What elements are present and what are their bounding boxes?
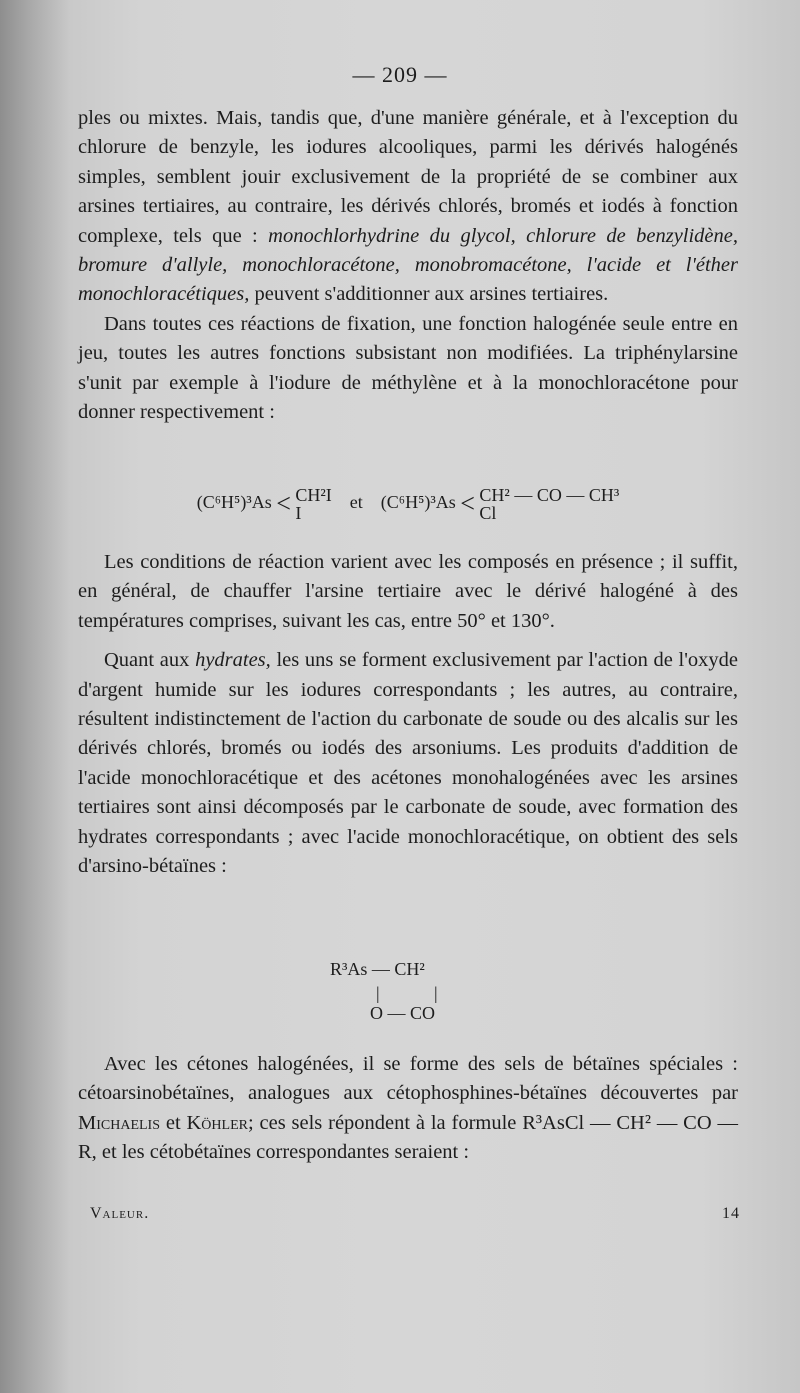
paragraph-4	[78, 646, 738, 881]
formula-right-top: CH² — CO — CH³	[479, 485, 620, 505]
formula-left-substituents	[295, 486, 331, 522]
formula-arsinobetaine	[330, 958, 490, 1024]
formula-arsonium-salts	[78, 486, 738, 522]
author-michaelis: Michaelis	[78, 1111, 161, 1134]
author-kohler: Köhler	[186, 1111, 248, 1134]
paragraph-5-mid: et	[165, 1111, 181, 1134]
formula-left-base: (C⁶H⁵)³As	[196, 492, 272, 513]
paragraph-1	[78, 104, 738, 310]
formula-connector: et	[349, 492, 363, 513]
body-text	[78, 104, 738, 427]
bond-line: |	[376, 983, 380, 1003]
paragraph-3: Les conditions de réaction varient avec les composés en présence ; il suffit, en général, de chauffer l'arsine tertiaire avec le dérivé halogéné à des températures comprises, suivant les cas, entre 50° et 130°.	[78, 551, 738, 632]
less-than-sign: <	[460, 489, 475, 518]
paragraph-4-tail: les uns se forment exclusivement par l'action de l'oxyde d'argent humide sur les iodures correspondants ; les autres, au contraire, résultent indistinctement de l'action du carbonate de soude ou des alcalis sur les dérivés chlorés, bromés ou iodés des arsoniums. Les produits d'addition de l'acide monochloracétique et des acétones monohalogénées avec les arsines tertiaires sont ainsi décomposés par le carbonate de soude, avec formation des hydrates correspondants ; avec l'acide monochloracétique, on obtient des sels d'arsino-bétaïnes :	[78, 649, 739, 878]
signature-mark: Valeur.	[90, 1205, 150, 1222]
formula-left-bottom: I	[295, 503, 302, 523]
paragraph-5-tail: ; ces sels répondent à la formule R³AsCl — CH² — CO — R, et les cétobétaïnes correspondantes seraient :	[78, 1111, 739, 1164]
body-text-3	[78, 1050, 738, 1168]
compound-list: monochlorhydrine du glycol, chlorure de benzylidène, bromure d'allyle, monochloracétone, monobromacétone, l'acide et l'éther monochloracétiques,	[78, 224, 739, 306]
less-than-sign: <	[276, 489, 291, 518]
formula-right-substituents	[479, 486, 619, 522]
sheet-number: 14	[722, 1205, 740, 1222]
betaine-row-1: R³As — CH²	[330, 959, 425, 979]
betaine-row-2: O — CO	[370, 1003, 436, 1023]
bond-line: |	[434, 983, 438, 1003]
formula-left-top: CH²I	[295, 485, 332, 505]
hydrates-term: hydrates,	[195, 649, 271, 672]
paragraph-1-tail: peuvent s'additionner aux arsines tertiaires.	[254, 283, 609, 306]
paragraph-5	[78, 1050, 738, 1168]
body-text-2	[78, 548, 738, 881]
paragraph-2: Dans toutes ces réactions de fixation, une fonction halogénée seule entre en jeu, toutes les autres fonctions subsistant non modifiées. La triphénylarsine s'unit par exemple à l'iodure de méthylène et à la monochloracétone pour donner respectivement :	[78, 312, 738, 424]
formula-right-bottom: Cl	[479, 503, 497, 523]
page-number: — 209 —	[352, 62, 448, 87]
paragraph-4-lead: Quant aux	[104, 649, 190, 672]
paragraph-5-lead: Avec les cétones halogénées, il se forme des sels de bétaïnes spéciales : cétoarsinobétaïnes, analogues aux cétophosphines-bétaïnes découvertes par	[78, 1053, 738, 1105]
formula-right-base: (C⁶H⁵)³As	[380, 492, 456, 513]
betaine-bonds	[330, 980, 490, 1002]
paragraph-1-lead: ples ou mixtes. Mais, tandis que, d'une manière générale, et à l'exception du chlorure de benzyle, les iodures alcooliques, parmi les dérivés halogénés simples, semblent jouir exclusivement de la propriété de se combiner aux arsines tertiaires, au contraire, les dérivés chlorés, bromés et iodés à fonction complexe, tels que :	[78, 107, 738, 247]
